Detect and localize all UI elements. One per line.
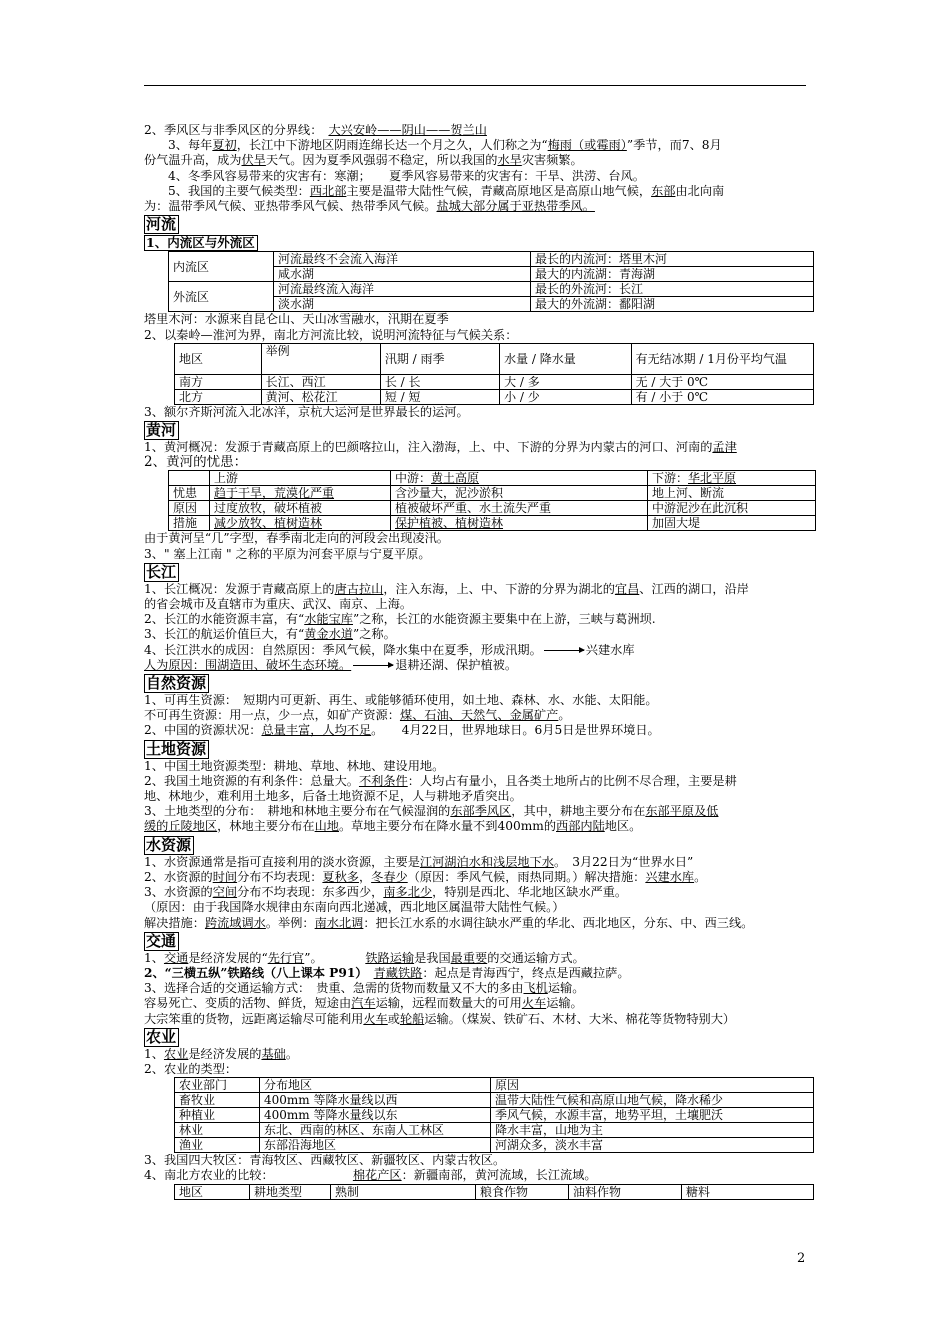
transport-item-3-bulk: 大宗笨重的货物，远距离运输尽可能利用火车或轮船运输。（煤炭、铁矿石、木材、大米、棉花等货物特别大）: [144, 1011, 736, 1026]
table-row: 林业 东北、西南的林区、东南人工林区 降水丰富，山地为主: [175, 1123, 814, 1138]
agri-item-2: 2、农业的类型：: [144, 1061, 238, 1076]
table-row: 种植业 400mm 等降水量线以东 季风气候，水源丰富，地势平坦，土壤肥沃: [175, 1108, 814, 1123]
transport-item-3-fresh: 容易死亡、变质的活物、鲜货，短途由汽车运输，远程而数量大的可用火车运输。: [144, 996, 583, 1011]
table-row: 措施 减少放牧、植树造林 保护植被、植树造林 加固大堤: [169, 516, 816, 531]
section-heading-yellow-river: 黄河: [144, 421, 179, 440]
table-row: 忧患 趋于干旱，荒漠化严重 含沙量大，泥沙淤积 地上河、断流: [169, 486, 816, 501]
climate-item-5-cont: 为：温带季风气候、亚热带季风气候、热带季风气候。盐城大部分属于亚热带季风。: [144, 199, 595, 214]
table-header-row: 农业部门 分布地区 原因: [175, 1078, 814, 1093]
section-heading-natural-resources: 自然资源: [144, 674, 209, 693]
yangtze-item-4: 4、长江洪水的成因：自然原因：季风气候，降水集中在夏季，形成汛期。 兴建水库: [144, 642, 635, 657]
rivers-item-2: 2、以秦岭—淮河为界，南北方河流比较，说明河流特征与气候关系：: [144, 327, 518, 342]
land-item-2: 2、我国土地资源的有利条件：总量大。不利条件：人均占有量小，且各类土地所占的比例不尽合理，主要是耕: [144, 773, 737, 788]
land-item-3-cont: 缓的丘陵地区，林地主要分布在山地。草地主要分布在降水量不到400mm的西部内陆地区。: [144, 819, 642, 834]
land-item-3: 3、土地类型的分布： 耕地和林地主要分布在气候湿润的东部季风区，其中，耕地主要分布在东部平原及低: [144, 804, 719, 819]
climate-item-2: 2、季风区与非季风区的分界线： 大兴安岭——阴山——贺兰山: [144, 123, 487, 137]
tarim-note: 塔里木河：水源来自昆仑山、天山冰雪融水，汛期在夏季: [144, 312, 449, 327]
yangtze-item-4-human: 人为原因：围湖造田、破坏生态环境。 退耕还湖、保护植被。: [144, 657, 518, 672]
climate-item-4: 4、冬季风容易带来的灾害有：寒潮； 夏季风容易带来的灾害有：干旱、洪涝、台风。: [168, 168, 645, 183]
climate-item-3-cont: 份气温升高，成为伏旱天气。因为夏季风强弱不稳定，所以我国的水旱灾害频繁。: [144, 153, 583, 168]
table-header-row: 地区 耕地类型 熟制 粮食作物 油料作物 糖料: [175, 1184, 814, 1199]
inland-outflow-table: [168, 251, 814, 312]
section-heading-yangtze: 长江: [144, 563, 179, 582]
yellow-river-table: [168, 470, 816, 531]
yangtze-item-1: 1、长江概况：发源于青藏高原上的唐古拉山，注入东海，上、中、下游的分界为湖北的宜昌、江西的湖口，沿岸: [144, 581, 749, 596]
page-number: 2: [797, 1251, 806, 1266]
page-content: [144, 123, 816, 1200]
water-solution: 解决措施：跨流域调水。举例：南水北调：把长江水系的水调往缺水严重的华北、西北地区，分东、中、西三线。: [144, 915, 754, 930]
table-row: 渔业 东部沿海地区 河湖众多，淡水丰富: [175, 1138, 814, 1153]
table-row: 咸水湖 最大的内流湖：青海湖: [169, 267, 814, 282]
transport-item-1: 1、交通是经济发展的“先行官”。 铁路运输是我国最重要的交通运输方式。: [144, 950, 585, 965]
section-heading-land-resources: 土地资源: [144, 740, 209, 759]
agri-item-3: 3、我国四大牧区：青海牧区、西藏牧区、新疆牧区、内蒙古牧区。: [144, 1153, 506, 1168]
agri-item-4: 4、南北方农业的比较： 棉花产区：新疆南部，黄河流域，长江流域。: [144, 1168, 597, 1183]
natural-nonrenewable: 不可再生资源：用一点，少一点，如矿产资源：煤、石油、天然气、金属矿产。: [144, 708, 571, 723]
header-rule: [144, 85, 806, 86]
climate-item-5: 5、我国的主要气候类型：西北部主要是温带大陆性气候，青藏高原地区是高原山地气候，东部由北向南: [168, 183, 725, 198]
yellow-item-2: 2、黄河的忧患：: [144, 455, 248, 471]
climate-item-3: 3、每年夏初，长江中下游地区阴雨连绵长达一个月之久，人们称之为“梅雨（或霉雨）”季节，而7、8月: [168, 138, 722, 153]
subheading-inland-outflow: 1、内流区与外流区: [144, 235, 258, 251]
water-item-3: 3、水资源的空间分布不均表现：东多西少，南多北少，特别是西北、华北地区缺水严重。: [144, 885, 628, 900]
table-row: 内流区 河流最终不会流入海洋 最长的内流河：塔里木河: [169, 252, 814, 267]
north-south-agriculture-table: [174, 1184, 814, 1200]
table-row: 南方 长江、西江 长 / 长 大 / 多 无 / 大于 0℃: [175, 374, 814, 389]
water-item-2: 2、水资源的时间分布不均表现：夏秋多，冬春少（原因：季风气候，雨热同期。）解决措施：兴建水库。: [144, 869, 707, 884]
transport-item-2: 2、“三横五纵”铁路线（八上课本 P91） 青藏铁路：起点是青海西宁，终点是西藏拉萨。: [144, 965, 630, 980]
table-header-row: 地区 举例 汛期 / 雨季 水量 / 降水量 有无结冰期 / 1月份平均气温: [175, 343, 814, 374]
section-heading-agriculture: 农业: [144, 1028, 179, 1047]
natural-item-1: 1、可再生资源： 短期内可更新、再生、或能够循环使用，如土地、森林、水、水能、太阳能。: [144, 693, 658, 708]
yangtze-item-2: 2、长江的水能资源丰富，有“水能宝库”之称，长江的水能资源主要集中在上游，三峡与葛洲坝.: [144, 612, 656, 627]
north-south-river-table: [174, 343, 814, 405]
yellow-item-3: 3、" 塞上江南 " 之称的平原为河套平原与宁夏平原。: [144, 546, 431, 561]
yellow-note-ice: 由于黄河呈“几”字型，春季南北走向的河段会出现凌汛。: [144, 531, 449, 546]
natural-item-2: 2、中国的资源状况：总量丰富，人均不足。 4月22日，世界地球日。6月5日是世界环境日。: [144, 723, 660, 738]
water-reason: （原因：由于我国降水规律由东南向西北递减，西北地区属温带大陆性气候。）: [144, 900, 565, 915]
water-item-1: 1、水资源通常是指可直接利用的淡水资源，主要是江河湖泊水和浅层地下水。 3月22日为“世界水日”: [144, 854, 694, 869]
land-item-1: 1、中国土地资源类型：耕地、草地、林地、建设用地。: [144, 758, 445, 773]
agri-item-1: 1、农业是经济发展的基础。: [144, 1046, 299, 1061]
section-heading-rivers: 河流: [144, 215, 179, 234]
transport-item-3: 3、选择合适的交通运输方式： 贵重、急需的货物而数量又不大的多由飞机运输。: [144, 981, 585, 996]
land-item-2-cont: 地、林地少，难利用土地多，后备土地资源不足，人与耕地矛盾突出。: [144, 789, 522, 804]
table-header-row: 上游 中游：黄土高原 下游：华北平原: [169, 471, 816, 486]
agriculture-table: [174, 1077, 814, 1153]
section-heading-water-resources: 水资源: [144, 836, 194, 855]
yangtze-item-3: 3、长江的航运价值巨大，有“黄金水道”之称。: [144, 627, 396, 642]
right-arrow-icon: [353, 665, 393, 666]
table-row: 淡水湖 最大的外流湖：鄱阳湖: [169, 297, 814, 312]
table-row: 畜牧业 400mm 等降水量线以西 温带大陆性气候和高原山地气候，降水稀少: [175, 1093, 814, 1108]
table-row: 外流区 河流最终流入海洋 最长的外流河：长江: [169, 282, 814, 297]
yellow-item-1: 1、黄河概况：发源于青藏高原上的巴颜喀拉山，注入渤海，上、中、下游的分界为内蒙古的河口、河南的孟津: [144, 440, 737, 455]
yangtze-item-1-cont: 的省会城市及直辖市为重庆、武汉、南京、上海。: [144, 597, 413, 612]
rivers-item-3: 3、额尔齐斯河流入北冰洋，京杭大运河是世界最长的运河。: [144, 404, 469, 419]
table-row: 北方 黄河、松花江 短 / 短 小 / 少 有 / 小于 0℃: [175, 389, 814, 404]
right-arrow-icon: [544, 650, 584, 651]
section-heading-transport: 交通: [144, 932, 179, 951]
table-row: 原因 过度放牧，破坏植被 植被破坏严重、水土流失严重 中游泥沙在此沉积: [169, 501, 816, 516]
